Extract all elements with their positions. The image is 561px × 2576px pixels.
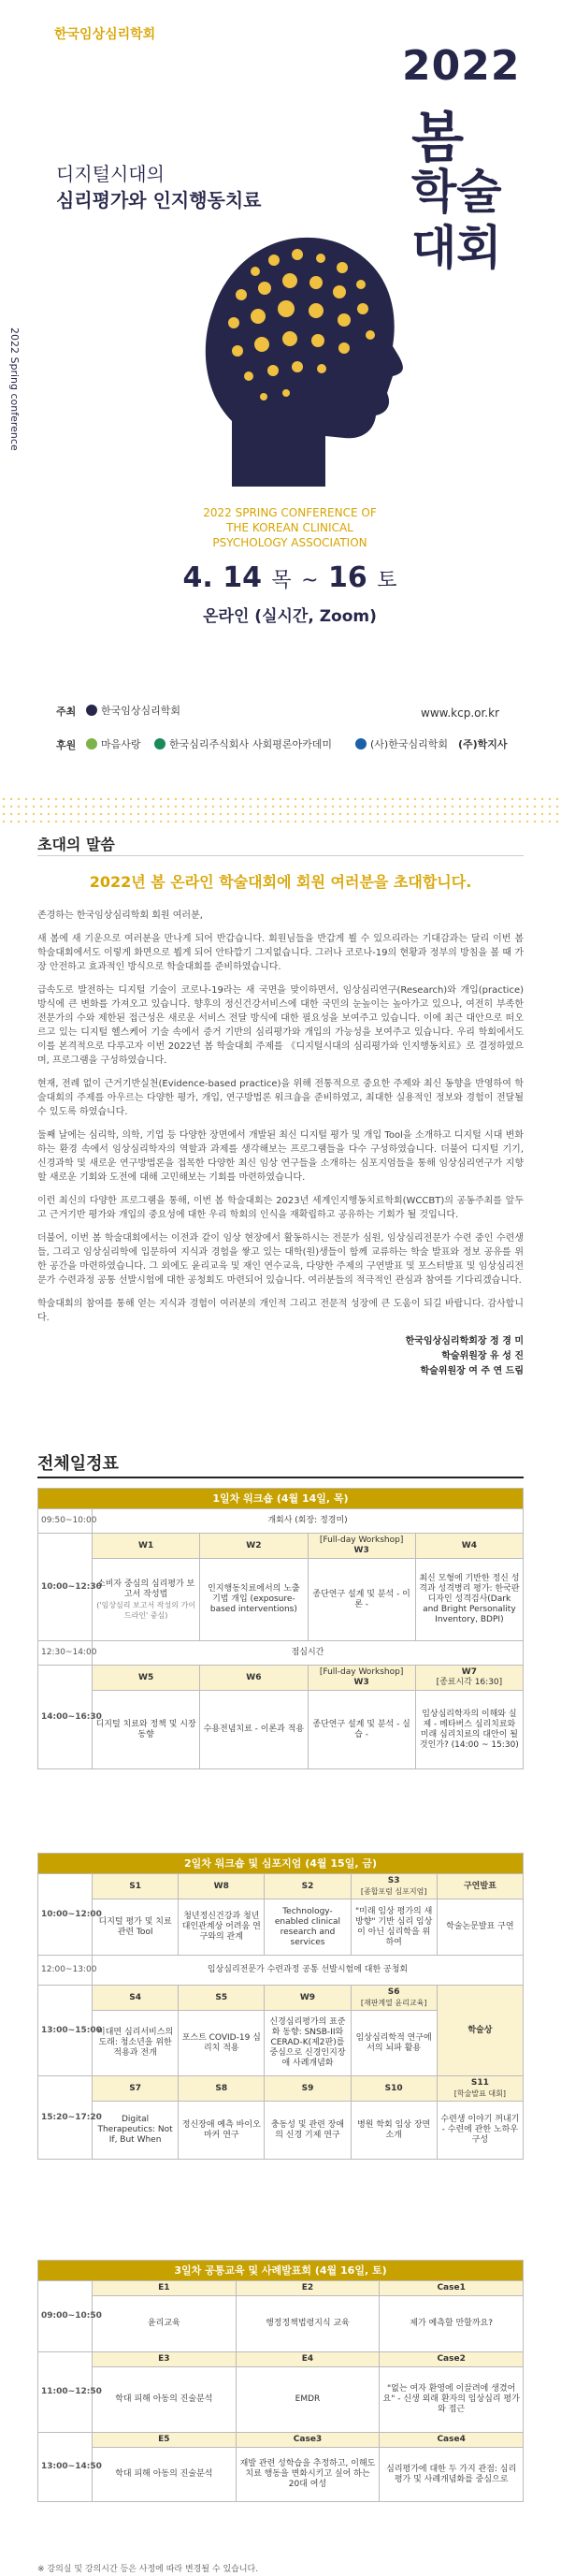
session-title[interactable]: 인지행동치료에서의 노출 기법 개입 (exposure-based interventions) bbox=[200, 1559, 308, 1641]
session-title[interactable]: 비대면 심리서비스의 도래: 청소년을 위한 적용과 전개 bbox=[93, 2011, 179, 2076]
session-title[interactable]: 청년정신건강과 청년 대인관계상 어려움 연구와의 관계 bbox=[179, 1899, 265, 1956]
session-title[interactable]: 충동성 및 관련 장애의 신경 기제 연구 bbox=[265, 2102, 351, 2160]
session-code-label: S3 bbox=[387, 1876, 400, 1885]
title-conference: 대회 bbox=[411, 221, 502, 275]
date-end: 16 bbox=[328, 561, 367, 594]
day2-table bbox=[37, 1853, 524, 2160]
support-label: 후원 bbox=[56, 739, 77, 751]
supporter-1 bbox=[86, 736, 141, 751]
hero-section bbox=[0, 0, 561, 692]
conference-english-name bbox=[150, 505, 430, 550]
session-title[interactable]: 병원 학회 임상 장면 소개 bbox=[351, 2102, 437, 2160]
time-cell: 13:00~14:50 bbox=[38, 2433, 93, 2502]
sign-line-2: 학술위원장 유 성 진 bbox=[441, 1351, 524, 1361]
session-code: W9 bbox=[265, 1986, 351, 2011]
time-cell: 10:00~12:30 bbox=[38, 1534, 93, 1641]
session-code-label: W3 bbox=[353, 1546, 369, 1555]
session-code: S9 bbox=[265, 2076, 351, 2102]
supporter-1-name: 마음사랑 bbox=[101, 738, 141, 750]
session-title[interactable]: "없는 여자 환영에 이끌려에 생겼어요" - 신생 외래 환자의 임상심리 평가와 접근 bbox=[380, 2367, 524, 2433]
session-code: E5 bbox=[93, 2433, 237, 2448]
session-code: S5 bbox=[179, 1986, 265, 2011]
day1-header: 1일차 워크숍 (4월 14일, 목) bbox=[38, 1489, 524, 1509]
sign-line-3: 학술위원장 여 주 연 드림 bbox=[420, 1366, 524, 1376]
date-start: 4. 14 bbox=[182, 561, 262, 594]
session-title[interactable]: 임상심리학자의 이해와 실제 - 메타버스 심리치료와 미래 심리치료의 대안이 될 것인가? (14:00 ~ 15:30) bbox=[415, 1691, 523, 1769]
greeting-para-2: 급속도로 발전하는 디지털 기술이 코로나-19라는 새 국면을 맞이하면서, 임상심리연구(Research)와 개입(practice) 방식에 큰 변화를 가져오고 있습니다. 향후의 정신건강서비스에 대한 국민의 눈높이는 높아가고 있으나, 여전히 부족한 전문가의 수와 제한된 접근성은 새로운 서비스 전달 방식에 대한 필요성을 보여주고 있습니다. 이에 최근 대안으로 떠오르고 있는 디지털 헬스케어 기술 속에서 증거 기반의 심리평가와 개입의 가능성을 보여주고 있습니다. 우리 학회에서도 이를 본격적으로 다루고자 이번 2022년 봄 학술대회 주제를 《디지털시대의 심리평가와 인지행동치료》로 결정하였으며, 프로그램을 구성하였습니다. bbox=[37, 985, 524, 1066]
time-cell: 12:00~13:00 bbox=[38, 1956, 93, 1986]
session-code: S8 bbox=[179, 2076, 265, 2102]
session-code: S10 bbox=[351, 2076, 437, 2102]
greeting-divider bbox=[37, 855, 524, 856]
day2-header: 2일차 워크숍 및 심포지엄 (4월 15일, 금) bbox=[38, 1854, 524, 1874]
conf-en-line2: THE KOREAN CLINICAL bbox=[226, 521, 353, 534]
session-title[interactable]: 제가 예측할 만할까요? bbox=[380, 2296, 524, 2352]
host-logo bbox=[86, 703, 180, 718]
session-title[interactable]: 학술논문발표 구연 bbox=[437, 1899, 523, 1956]
greeting-para-3: 현재, 전례 없이 근거기반실천(Evidence-based practice)을 위해 전통적으로 중요한 주제와 최신 동향을 반영하여 학술대회의 주제를 아우르는 다양한 평가, 개입, 연구방법론 워크숍을 준비하였고, 최대한 실용적인 정보와 경험이 전달될 수 있도록 하였습니다. bbox=[37, 1079, 524, 1117]
kpsy-logo-icon bbox=[154, 738, 165, 750]
session-title[interactable]: 정신장애 예측 바이오마커 연구 bbox=[179, 2102, 265, 2160]
event-venue: 온라인 (실시간, Zoom) bbox=[203, 607, 377, 626]
session-title[interactable]: 종단연구 설계 및 분석 - 이론 - bbox=[308, 1559, 415, 1641]
session-code bbox=[308, 1534, 415, 1559]
greeting-para-1: 새 봄에 새 기운으로 여러분을 만나게 되어 반갑습니다. 회원님들을 반갑게 뵐 수 있으리라는 기대감과는 달리 이번 봄 학술대회에서도 이렇게 화면으로 뵙게 되어 안타깝기 그지없습니다. 그러나 코로나-19의 현황과 정부의 방침을 볼 때 가장 안전하고 효과적인 방식으로 학술대회를 준비하였습니다. bbox=[37, 934, 524, 972]
session-code-label: W7 bbox=[461, 1667, 477, 1677]
session-code: E3 bbox=[93, 2352, 237, 2367]
session-code: S7 bbox=[93, 2076, 179, 2102]
session-sub: [학술발표 대회] bbox=[453, 2089, 506, 2098]
day1-table bbox=[37, 1488, 524, 1769]
time-cell: 12:30~14:00 bbox=[38, 1641, 93, 1666]
time-cell: 11:00~12:50 bbox=[38, 2352, 93, 2433]
host-label: 주최 bbox=[56, 706, 77, 718]
supporter-3 bbox=[252, 736, 332, 751]
vertical-caption: 2022 Spring conference bbox=[8, 327, 21, 451]
supporter-2-name: 한국심리주식회사 bbox=[169, 738, 250, 750]
time-cell: 13:00~15:00 bbox=[38, 1986, 93, 2076]
website-link[interactable]: www.kcp.or.kr bbox=[421, 706, 500, 720]
event-dates bbox=[150, 561, 430, 594]
time-cell: 10:00~12:00 bbox=[38, 1874, 93, 1956]
session-code: 학술상 bbox=[437, 1986, 523, 2076]
session-code: E4 bbox=[236, 2352, 380, 2367]
greeting-signature bbox=[37, 1334, 524, 1379]
day-end: 토 bbox=[377, 569, 397, 592]
head-silhouette-illustration bbox=[176, 206, 410, 496]
session-title[interactable]: 행정정책법령지식 교육 bbox=[236, 2296, 380, 2352]
greeting-title: 2022년 봄 온라인 학술대회에 회원 여러분을 초대합니다. bbox=[89, 873, 472, 891]
supporter-4-name: (사)한국심리학회 bbox=[370, 738, 448, 750]
session-code: Case4 bbox=[380, 2433, 524, 2448]
session-title[interactable]: 수용전념치료 - 이론과 적용 bbox=[200, 1691, 308, 1769]
dotted-divider bbox=[0, 795, 561, 823]
session-code: E1 bbox=[93, 2281, 237, 2296]
session-title[interactable]: 심리평가에 대한 두 가지 관점: 심리평가 및 사례개념화를 중심으로 bbox=[380, 2448, 524, 2502]
session-code bbox=[308, 1666, 415, 1691]
session-code: W8 bbox=[179, 1874, 265, 1899]
session-code bbox=[437, 2076, 523, 2102]
time-cell: 09:00~10:50 bbox=[38, 2281, 93, 2352]
supporter-5 bbox=[458, 736, 508, 751]
event-year: 2022 bbox=[402, 42, 521, 90]
session-title[interactable]: 포스트 COVID-19 심리치 적용 bbox=[179, 2011, 265, 2076]
kpa-logo-icon bbox=[355, 738, 367, 750]
session-code: Case2 bbox=[380, 2352, 524, 2367]
session-sub: [Full-day Workshop] bbox=[319, 1667, 404, 1677]
greeting-para-7: 학술대회의 참여를 통해 얻는 지식과 경험이 여러분의 개인적 그리고 전문적 성장에 큰 도움이 되길 바랍니다. 감사합니다. bbox=[37, 1299, 524, 1323]
session-code: S2 bbox=[265, 1874, 351, 1899]
sign-line-1: 한국임상심리학회장 정 경 미 bbox=[405, 1336, 524, 1346]
session-title[interactable]: 윤리교육 bbox=[93, 2296, 237, 2352]
session-code-label: W3 bbox=[353, 1678, 369, 1687]
session-title[interactable]: EMDR bbox=[236, 2367, 380, 2433]
conf-en-line3: PSYCHOLOGY ASSOCIATION bbox=[212, 536, 367, 549]
session-code: E2 bbox=[236, 2281, 380, 2296]
date-arrow: ~ bbox=[301, 569, 319, 592]
schedule-footnote: ※ 강의실 및 강의시간 등은 사정에 따라 변경될 수 있습니다. bbox=[37, 2565, 259, 2574]
session-code bbox=[415, 1666, 523, 1691]
session-title[interactable]: 디지털 치료와 정책 및 시장 동향 bbox=[93, 1691, 200, 1769]
greeting-para-4: 둘째 날에는 심리학, 의학, 기업 등 다양한 장면에서 개발된 최신 디지털 평가 및 개입 Tool을 소개하고 디지털 시대 변화하는 환경 속에서 임상심리학자의 역할과 과제를 생각해보는 프로그램들을 다수 구성하였습니다. 더불어 디지털 기기, 신경과학 및 새로운 연구방법론을 접목한 다양한 최신 임상 연구들을 소개하는 심포지엄들을 통해 임상심리연구가 지향할 새로운 기회와 도전에 대해 고민해보는 기회를 마련하였습니다. bbox=[37, 1130, 524, 1183]
session-code-label: S6 bbox=[387, 1987, 400, 1997]
session-title[interactable]: Technology-enabled clinical research and services bbox=[265, 1899, 351, 1956]
session-title[interactable]: 수련생 이야기 꺼내기 - 수련에 관한 노하우 구성 bbox=[437, 2102, 523, 2160]
session-title[interactable]: 임상심리학적 연구에서의 뇌파 활용 bbox=[351, 2011, 437, 2076]
time-cell: 15:20~17:20 bbox=[38, 2076, 93, 2160]
session-title[interactable]: 디지털 평가 및 치료 관련 Tool bbox=[93, 1899, 179, 1956]
session-title[interactable]: 최신 모형에 기반한 정신 성격과 성격병리 평가: 한국판 디자인 성격검사(Dark and Bright Personality Inventory, BDPI) bbox=[415, 1559, 523, 1641]
session-code: W2 bbox=[200, 1534, 308, 1559]
title-spring: 봄 bbox=[411, 106, 470, 169]
session-code: Case3 bbox=[236, 2433, 380, 2448]
session-code bbox=[351, 1986, 437, 2011]
session-title[interactable]: "미래 임상 평가의 새 방향" 기반 심리 임상이 아닌 심리학을 위하여 bbox=[351, 1899, 437, 1956]
session-code bbox=[351, 1874, 437, 1899]
lunch-cell: 점심시간 bbox=[93, 1641, 524, 1666]
session-title[interactable]: 신경심리평가의 표준화 동향: SNSB-II와 CERAD-K(제2판)를 중심으로 신경인지장애 사례개념화 bbox=[265, 2011, 351, 2076]
session-title[interactable]: Digital Therapeutics: Not If, But When bbox=[93, 2102, 179, 2160]
time-cell: 09:50~10:00 bbox=[38, 1509, 93, 1534]
greeting-section-title: 초대의 말씀 bbox=[37, 836, 115, 853]
session-sub: [종합포럼 심포지엄] bbox=[360, 1887, 427, 1896]
session-title[interactable]: 학대 피해 아동의 진술분석 bbox=[93, 2367, 237, 2433]
session-title[interactable] bbox=[93, 1559, 200, 1641]
day3-header: 3일차 공통교육 및 사례발표회 (4월 16일, 토) bbox=[38, 2261, 524, 2281]
session-code: S1 bbox=[93, 1874, 179, 1899]
session-code: Case1 bbox=[380, 2281, 524, 2296]
greeting-para-5: 이런 최신의 다양한 프로그램을 통해, 이번 봄 학술대회는 2023년 세계인지행동치료학회(WCCBT)의 공동주최를 앞두고 근거기반 평가와 개입의 중요성에 대한 우리 학회의 인식을 재확립하고 공유하는 기회가 될 것입니다. bbox=[37, 1196, 524, 1220]
supporter-2 bbox=[154, 736, 249, 751]
session-sub: [종료시각 16:30] bbox=[436, 1678, 503, 1687]
conf-en-line1: 2022 SPRING CONFERENCE OF bbox=[203, 506, 377, 519]
session-code: S4 bbox=[93, 1986, 179, 2011]
greeting-para-6: 더불어, 이번 봄 학술대회에서는 이전과 같이 임상 현장에서 활동하시는 전문가 심원, 임상심리전문가 수련 중인 수련생들, 그리고 임상심리학에 입문하여 지식과 경험을 쌓고 있는 대학(원)생들이 함께 교류하는 학술 발표와 정보 공유를 위한 공간을 마련하였습니다. 그 외에도 윤리교육 및 재인 연수교육, 다양한 주제의 구연발표 및 포스터발표 및 임상심리전문가 수련과정 공통 선발시험에 대한 공청회도 마련되어 있습니다. 여러분들의 적극적인 관심과 참여를 기다리겠습니다. bbox=[37, 1233, 524, 1286]
public-hearing-cell: 임상심리전문가 수련과정 공통 선발시험에 대한 공청회 bbox=[93, 1956, 524, 1986]
subtitle-line2: 심리평가와 인지행동치료 bbox=[56, 189, 262, 211]
kcp-logo-icon bbox=[86, 705, 97, 716]
subtitle-line1: 디지털시대의 bbox=[56, 163, 165, 185]
session-code: W4 bbox=[415, 1534, 523, 1559]
session-code-label: S11 bbox=[470, 2078, 489, 2088]
session-code: W1 bbox=[93, 1534, 200, 1559]
session-code: W5 bbox=[93, 1666, 200, 1691]
greeting-para-0: 존경하는 한국임상심리학회 회원 여러분, bbox=[37, 910, 203, 921]
supporter-5-name: (주)학지사 bbox=[458, 738, 508, 750]
day-start: 목 bbox=[271, 569, 292, 592]
session-note: ('임상심리 보고서 작성의 가이드라인' 중심) bbox=[96, 1600, 195, 1620]
supporter-3-name: 사회평론아카데미 bbox=[252, 738, 333, 750]
supporter-4 bbox=[355, 736, 448, 751]
session-title[interactable]: 학대 피해 아동의 진술분석 bbox=[93, 2448, 237, 2502]
session-code: W6 bbox=[200, 1666, 308, 1691]
session-code: 구연발표 bbox=[437, 1874, 523, 1899]
title-academic: 학술 bbox=[411, 165, 502, 219]
session-sub: [재판계열 윤리교육] bbox=[360, 1999, 427, 2007]
host-name: 한국임상심리학회 bbox=[101, 705, 181, 717]
day1-opening: 개회사 (회장: 정경미) bbox=[93, 1509, 524, 1534]
org-name: 한국임상심리학회 bbox=[54, 27, 156, 42]
maeum-logo-icon bbox=[86, 738, 97, 750]
session-sub: [Full-day Workshop] bbox=[319, 1535, 404, 1545]
time-cell: 14:00~16:30 bbox=[38, 1666, 93, 1769]
day3-table bbox=[37, 2260, 524, 2502]
schedule-section-title: 전체일정표 bbox=[37, 1454, 119, 1474]
schedule-divider bbox=[37, 1477, 524, 1478]
session-title[interactable]: 종단연구 설계 및 분석 - 실습 - bbox=[308, 1691, 415, 1769]
session-title[interactable]: 재발 관련 성학습을 추정하고, 이해도 치료 행동을 변화시키고 싶어 하는 20대 여성 bbox=[236, 2448, 380, 2502]
session-title-text: 소비자 중심의 심리평가 보고서 작성법 bbox=[97, 1579, 195, 1599]
